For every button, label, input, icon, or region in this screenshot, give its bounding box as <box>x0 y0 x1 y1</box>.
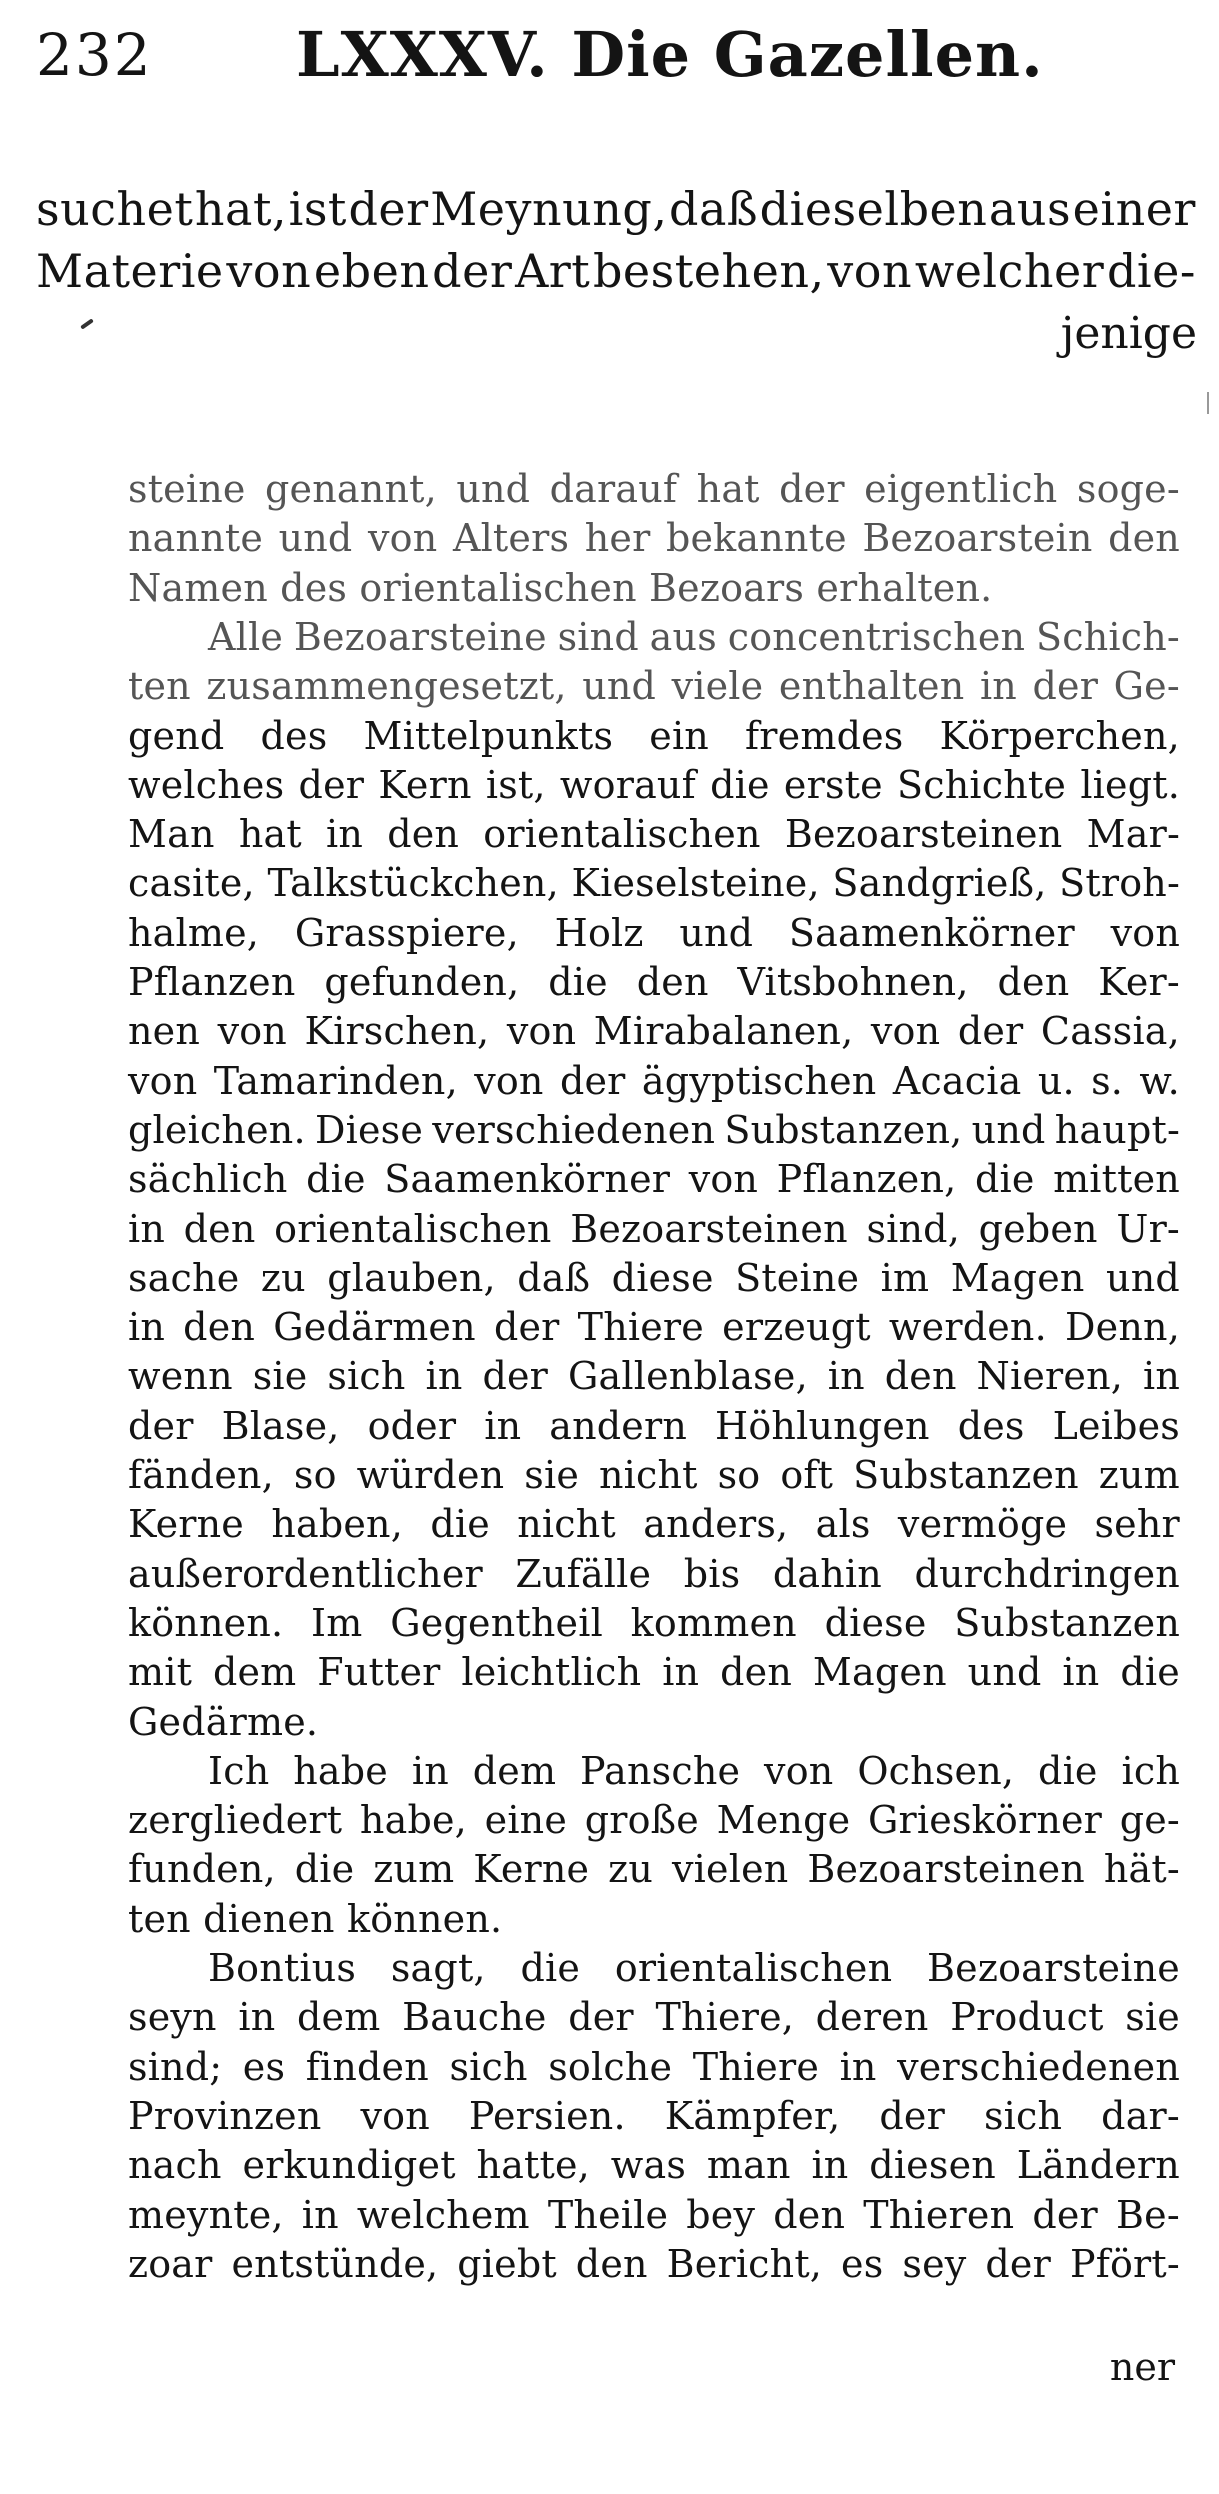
body-line: halme, Grasspiere, Holz und Saamenkörner von <box>128 911 1180 955</box>
body-line: ten dienen können. <box>128 1897 503 1941</box>
body-line: Pflanzen gefunden, die den Vitsbohnen, den Ker- <box>128 960 1180 1004</box>
body-line: Kerne haben, die nicht anders, als vermöge sehr <box>128 1502 1180 1546</box>
body-line: außerordentlicher Zufälle bis dahin durchdringen <box>128 1552 1180 1596</box>
body-line: meynte, in welchem Theile bey den Thieren der Be- <box>128 2193 1180 2237</box>
body-line: nen von Kirschen, von Mirabalanen, von der Cassia, <box>128 1009 1180 1053</box>
body-line: Namen des orientalischen Bezoars erhalten. <box>128 566 993 610</box>
body-line: in den orientalischen Bezoarsteinen sind, geben Ur- <box>128 1207 1180 1251</box>
ink-mark <box>80 318 94 329</box>
body-line: in den Gedärmen der Thiere erzeugt werden. Denn, <box>128 1305 1180 1349</box>
top-line: suchet hat, ist der Meynung, daß dieselben aus einer <box>36 182 1196 236</box>
body-line: mit dem Futter leichtlich in den Magen und in die <box>128 1650 1180 1694</box>
body-line: der Blase, oder in andern Höhlungen des Leibes <box>128 1404 1180 1448</box>
body-line: Provinzen von Persien. Kämpfer, der sich dar- <box>128 2094 1180 2138</box>
body-line: zergliedert habe, eine große Menge Grieskörner ge- <box>128 1798 1180 1842</box>
body-line: steine genannt, und darauf hat der eigentlich soge- <box>128 467 1180 511</box>
body-line: von Tamarinden, von der ägyptischen Acacia u. s. w. <box>128 1059 1180 1103</box>
body-line: sache zu glauben, daß diese Steine im Magen und <box>128 1256 1180 1300</box>
body-line: funden, die zum Kerne zu vielen Bezoarsteinen hät- <box>128 1847 1180 1891</box>
body-line: seyn in dem Bauche der Thiere, deren Product sie <box>128 1995 1180 2039</box>
body-line: welches der Kern ist, worauf die erste Schichte liegt. <box>128 763 1180 807</box>
body-line: nach erkundiget hatte, was man in diesen Ländern <box>128 2143 1180 2187</box>
body-line: ten zusammengesetzt, und viele enthalten in der Ge- <box>128 664 1180 708</box>
edge-mark <box>1207 392 1209 414</box>
body-line: nannte und von Alters her bekannte Bezoarstein den <box>128 516 1180 560</box>
body-line: sind; es finden sich solche Thiere in verschiedenen <box>128 2045 1180 2089</box>
page-number: 232 <box>36 21 153 89</box>
body-line: gleichen. Diese verschiedenen Substanzen, und haupt- <box>128 1108 1180 1152</box>
body-line: Ich habe in dem Pansche von Ochsen, die ich <box>208 1749 1180 1793</box>
top-line: Materie von eben der Art bestehen, von welcher die- <box>36 244 1196 298</box>
body-line: wenn sie sich in der Gallenblase, in den Nieren, in <box>128 1354 1180 1398</box>
body-line: sächlich die Saamenkörner von Pflanzen, die mitten <box>128 1157 1180 1201</box>
body-line: Alle Bezoarsteine sind aus concentrischen Schich- <box>208 615 1180 659</box>
body-line: Man hat in den orientalischen Bezoarsteinen Mar- <box>128 812 1180 856</box>
body-line: Gedärme. <box>128 1700 319 1744</box>
body-line: casite, Talkstückchen, Kieselsteine, Sandgrieß, Stroh- <box>128 861 1180 905</box>
body-line: fänden, so würden sie nicht so oft Substanzen zum <box>128 1453 1180 1497</box>
body-line: Bontius sagt, die orientalischen Bezoarsteine <box>208 1946 1180 1990</box>
catchword-top: jenige <box>1060 308 1197 359</box>
body-line: können. Im Gegentheil kommen diese Substanzen <box>128 1601 1180 1645</box>
catchword-bottom: ner <box>1109 2345 1175 2389</box>
body-line: gend des Mittelpunkts ein fremdes Körperchen, <box>128 714 1180 758</box>
body-line: zoar entstünde, giebt den Bericht, es sey der Pfört- <box>128 2242 1180 2286</box>
running-head: LXXXV. Die Gazellen. <box>296 18 1044 91</box>
